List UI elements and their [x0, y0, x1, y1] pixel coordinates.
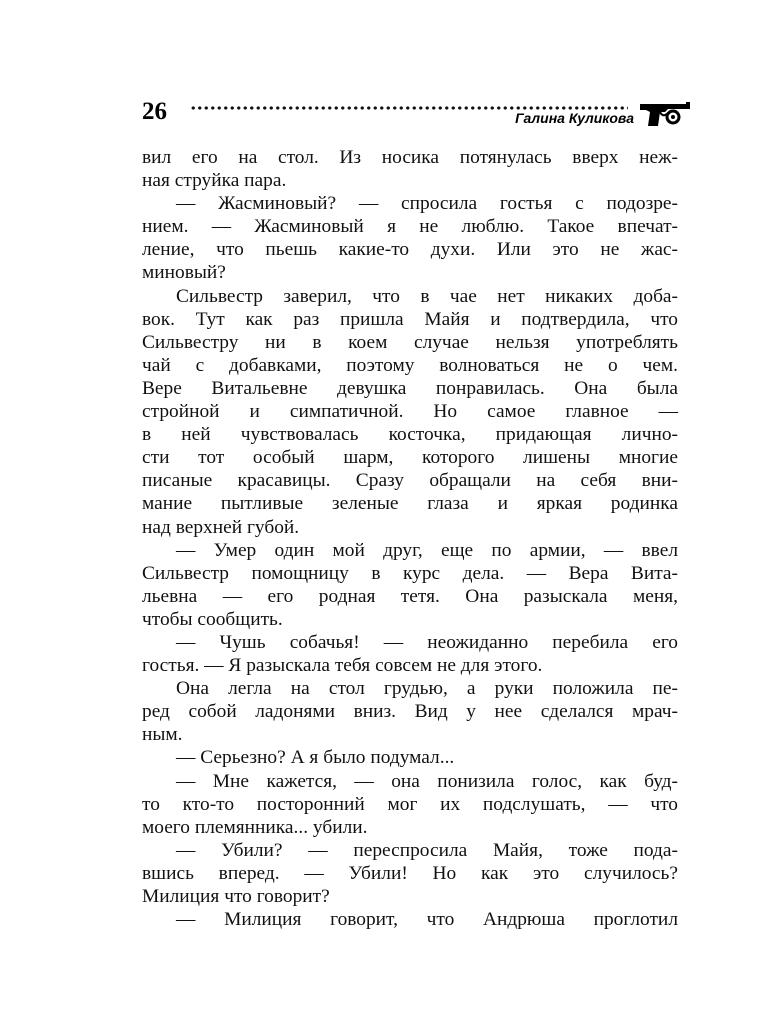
text-line: мание пытливые зеленые глаза и яркая родинка	[142, 493, 678, 515]
text-line: — Умер один мой друг, еще по армии, — ввел	[176, 539, 678, 561]
text-line: — Серьезно? А я было подумал...	[176, 747, 455, 769]
text-line: льевна — его родная тетя. Она разыскала меня,	[142, 585, 678, 607]
text-line: ред собой ладонями вниз. Вид у нее сделался мрач-	[142, 701, 678, 723]
text-line: — Милиция говорит, что Андрюша проглотил	[176, 909, 678, 931]
text-line: то кто-то посторонний мог их подслушать, — что	[142, 793, 678, 815]
text-line: Вере Витальевне девушка понравилась. Она была	[142, 377, 678, 399]
text-line: чай с добавками, поэтому волноваться не о чем.	[142, 354, 678, 376]
text-line: — Мне кажется, — она понизила голос, как буд-	[176, 770, 678, 792]
text-line: — Жасминовый? — спросила гостья с подозре-	[176, 193, 678, 215]
text-line: ным.	[142, 724, 183, 746]
author-name: Галина Куликова	[515, 110, 634, 126]
text-line: Сильвестру ни в коем случае нельзя употреблять	[142, 331, 678, 353]
text-line: Сильвестр заверил, что в чае нет никаких доба-	[176, 285, 678, 307]
running-header	[142, 96, 694, 132]
text-line: Она легла на стол грудью, а руки положила пе-	[176, 678, 678, 700]
text-line: — Убили? — переспросила Майя, тоже пода-	[176, 839, 678, 861]
text-line: моего племянника... убили.	[142, 816, 368, 838]
text-line: миновый?	[142, 262, 226, 284]
text-line: в ней чувствовалась косточка, придающая лично-	[142, 424, 678, 446]
text-line: Сильвестр помощницу в курс дела. — Вера Вита-	[142, 562, 678, 584]
page-number: 26	[142, 98, 167, 125]
text-line: чтобы сообщить.	[142, 608, 283, 630]
pistol-icon	[638, 100, 694, 128]
text-line: гостья. — Я разыскала тебя совсем не для этого.	[142, 655, 543, 677]
text-line: вок. Тут как раз пришла Майя и подтвердила, что	[142, 308, 678, 330]
text-line: сти тот особый шарм, которого лишены многие	[142, 447, 678, 469]
text-line: ление, что пьешь какие-то духи. Или это не жас-	[142, 239, 678, 261]
text-line: над верхней губой.	[142, 516, 300, 538]
text-line: вил его на стол. Из носика потянулась вверх неж-	[142, 147, 678, 168]
text-line: ная струйка пара.	[142, 170, 287, 192]
text-line: Милиция что говорит?	[142, 886, 330, 907]
text-line: стройной и симпатичной. Но самое главное —	[142, 401, 678, 423]
text-line: вшись вперед. — Убили! Но как это случилось?	[142, 862, 678, 884]
text-line: нием. — Жасминовый я не люблю. Такое впечат-	[142, 216, 678, 238]
text-line: — Чушь собачья! — неожиданно перебила его	[176, 631, 678, 653]
text-line: писаные красавицы. Сразу обращали на себя вни-	[142, 470, 678, 492]
body-text	[142, 146, 678, 931]
